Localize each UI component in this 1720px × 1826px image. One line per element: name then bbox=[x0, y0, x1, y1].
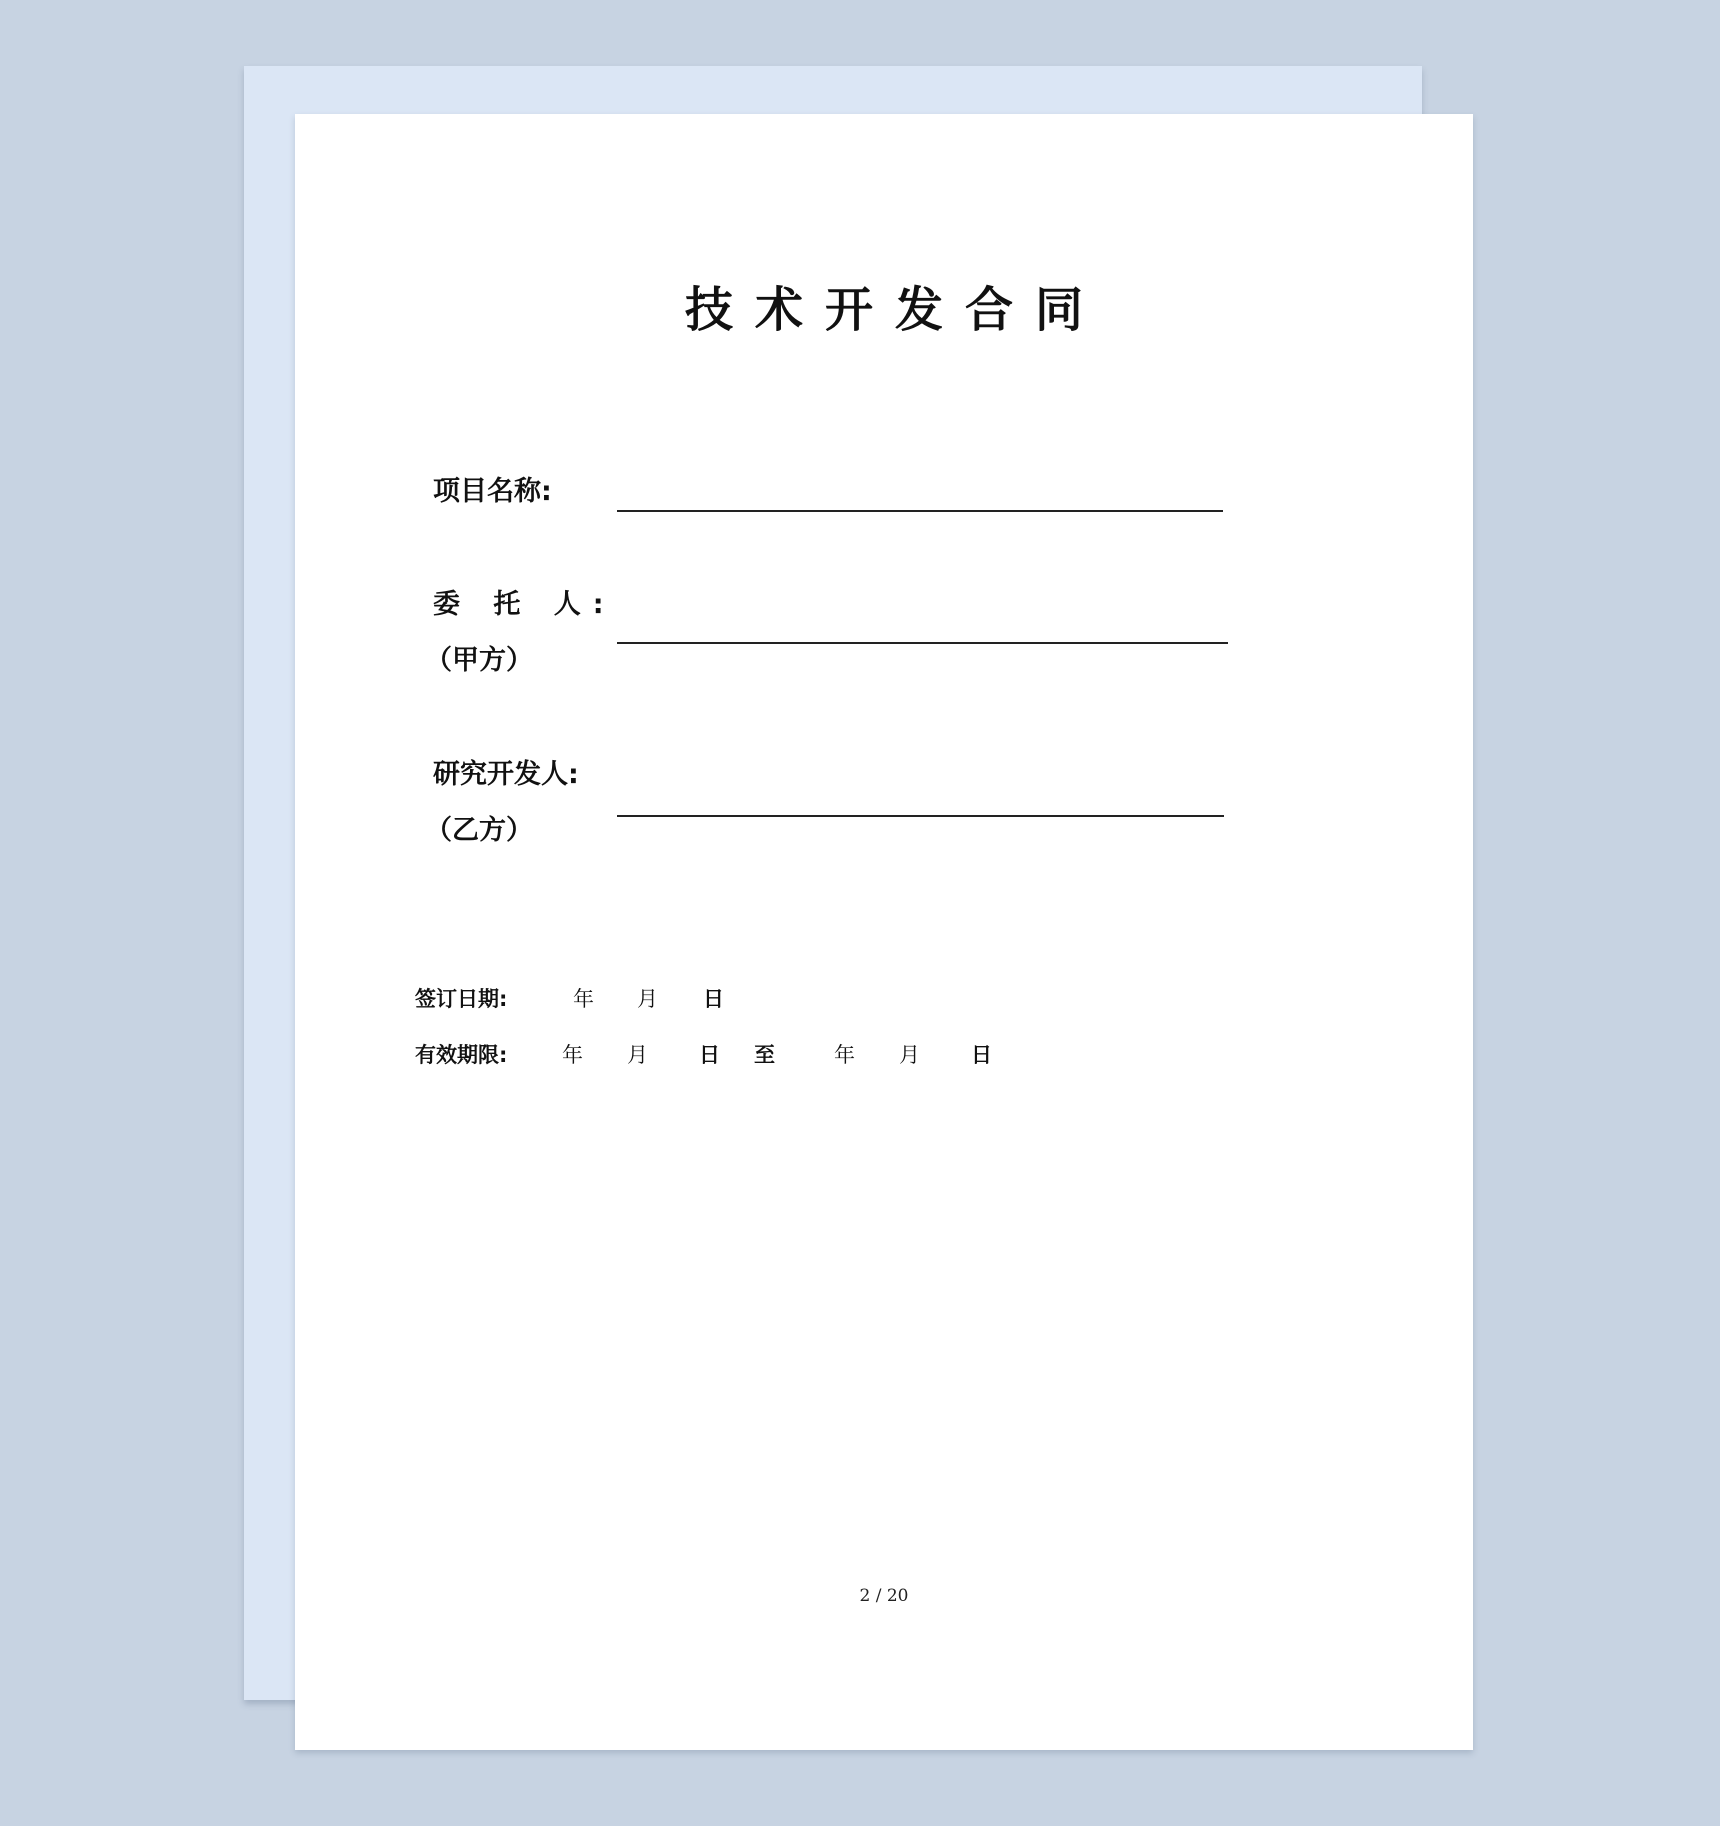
validity-start-month-unit: 月 bbox=[627, 1043, 648, 1067]
signing-date-label: 签订日期: bbox=[415, 987, 508, 1011]
validity-start-day-unit: 日 bbox=[699, 1043, 720, 1067]
client-line[interactable] bbox=[617, 642, 1228, 644]
document-title: 技术开发合同 bbox=[684, 282, 1105, 338]
project-name-label: 项目名称: bbox=[433, 476, 552, 507]
signing-month-unit: 月 bbox=[637, 987, 658, 1011]
validity-end-month-unit: 月 bbox=[899, 1043, 920, 1067]
signing-year-unit: 年 bbox=[573, 987, 594, 1011]
validity-end-year-unit: 年 bbox=[834, 1043, 855, 1067]
developer-label: 研究开发人: bbox=[433, 759, 579, 790]
validity-to: 至 bbox=[754, 1043, 775, 1067]
validity-label: 有效期限: bbox=[415, 1043, 508, 1067]
validity-row bbox=[415, 1043, 1115, 1073]
page-number: 2 / 20 bbox=[859, 1586, 909, 1606]
developer-sub-label: （乙方） bbox=[425, 815, 533, 846]
validity-end-day-unit: 日 bbox=[971, 1043, 992, 1067]
developer-line[interactable] bbox=[617, 815, 1224, 817]
signing-day-unit: 日 bbox=[703, 987, 724, 1011]
signing-date-row bbox=[415, 987, 1115, 1017]
client-label: 委 托 人: bbox=[433, 589, 616, 620]
validity-start-year-unit: 年 bbox=[562, 1043, 583, 1067]
document-page bbox=[295, 114, 1473, 1750]
client-sub-label: （甲方） bbox=[425, 645, 533, 676]
project-name-line[interactable] bbox=[617, 510, 1223, 512]
